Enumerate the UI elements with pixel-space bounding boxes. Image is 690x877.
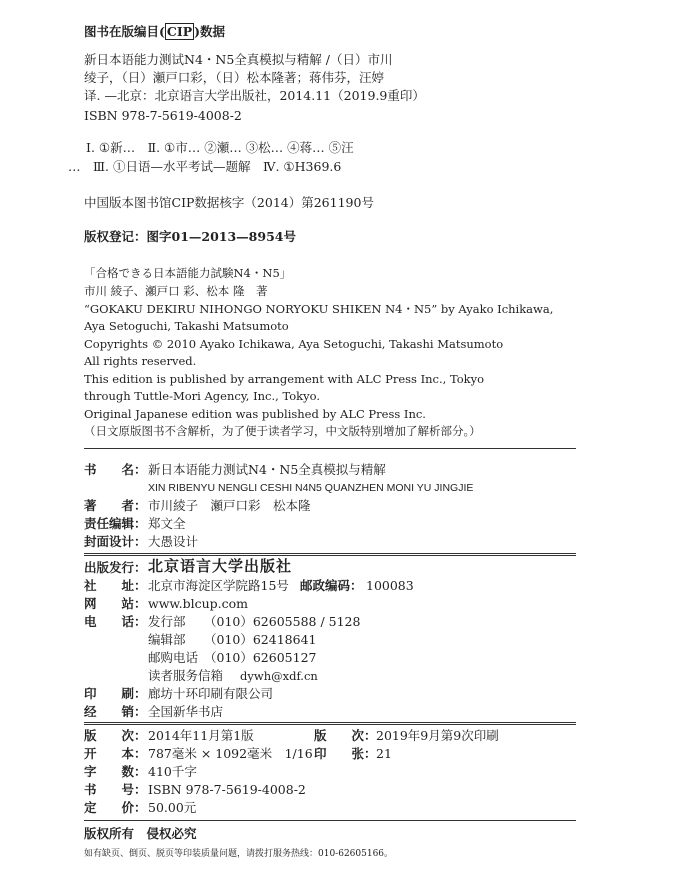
book-title-label: 书 名： xyxy=(84,462,147,477)
cip-line-3: 译. —北京：北京语言大学出版社，2014.11（2019.9重印） xyxy=(84,88,425,103)
word-count: 410千字 xyxy=(148,764,197,779)
quality-notice: 如有缺页、倒页、脱页等印装质量问题，请拨打服务热线：010-62605166。 xyxy=(84,849,394,859)
original-agency: through Tuttle-Mori Agency, Inc., Tokyo. xyxy=(84,389,320,403)
cover-design: 大愚设计 xyxy=(148,534,199,549)
cip-isbn: ISBN 978-7-5619-4008-2 xyxy=(84,108,242,123)
original-publisher: Original Japanese edition was published by ALC Press Inc. xyxy=(84,407,426,421)
phone-label: 电 话： xyxy=(84,614,147,629)
phone-dept: 编辑部 xyxy=(148,632,186,647)
impression-label: 版 次： xyxy=(314,728,377,743)
printer: 廊坊十环印刷有限公司 xyxy=(148,686,274,701)
divider xyxy=(84,553,576,556)
phone-number: （010）62605127 xyxy=(204,650,317,665)
printer-label: 印 刷： xyxy=(84,686,147,701)
publisher-label: 出版发行： xyxy=(84,560,147,575)
postcode: 100083 xyxy=(366,578,414,593)
sheets: 21 xyxy=(376,746,392,761)
address-label: 社 址： xyxy=(84,578,147,593)
distributor-label: 经 销： xyxy=(84,704,147,719)
website-label: 网 站： xyxy=(84,596,147,611)
reader-service-email: dywh@xdf.cn xyxy=(240,669,318,683)
price-label: 定 价： xyxy=(84,800,147,815)
publisher-logo-text: 北京语言大学出版社 xyxy=(148,557,293,575)
original-title-en: “GOKAKU DEKIRU NIHONGO NORYOKU SHIKEN N4・N5” by Ayako Ichikawa, xyxy=(84,302,554,316)
cip-classification-1: Ⅰ. ①新… Ⅱ. ①市… ②瀬… ③松… ④蒋… ⑤汪 xyxy=(86,140,354,155)
original-note: （日文原版图书不含解析，为了便于读者学习，中文版特别增加了解析部分。） xyxy=(84,424,481,438)
original-rights: All rights reserved. xyxy=(84,354,197,368)
format-label: 开 本： xyxy=(84,746,147,761)
cip-line-2: 绫子，（日）瀬戸口彩，（日）松本隆著；蒋伟芬，汪婷 xyxy=(84,70,385,85)
edition-label: 版 次： xyxy=(84,728,147,743)
book-title-pinyin: XIN RIBENYU NENGLI CESHI N4N5 QUANZHEN MONI YU JINGJIE xyxy=(148,482,474,494)
cover-design-label: 封面设计： xyxy=(84,534,147,549)
phone-number: （010）62418641 xyxy=(204,632,317,647)
distributor: 全国新华书店 xyxy=(148,704,224,719)
original-copyright: Copyrights © 2010 Ayako Ichikawa, Aya Setoguchi, Takashi Matsumoto xyxy=(84,337,504,351)
website: www.blcup.com xyxy=(148,596,248,611)
original-title-ja: 「合格できる日本語能力試験N4・N5」 xyxy=(84,266,292,280)
divider xyxy=(84,722,576,725)
format: 787毫米 × 1092毫米 1/16 xyxy=(148,746,313,761)
book-title: 新日本语能力测试N4・N5全真模拟与精解 xyxy=(148,462,386,477)
cip-box: CIP xyxy=(166,24,193,39)
phone-dept: 邮购电话 xyxy=(148,650,199,665)
word-count-label: 字 数： xyxy=(84,764,147,779)
editor-label: 责任编辑： xyxy=(84,516,147,531)
sheets-label: 印 张： xyxy=(314,746,377,761)
postcode-label: 邮政编码： xyxy=(300,578,363,593)
cip-classification-2: … Ⅲ. ①日语—水平考试—题解 Ⅳ. ①H369.6 xyxy=(68,159,342,174)
copyright-registration: 版权登记：图字01—2013—8954号 xyxy=(84,229,296,244)
divider xyxy=(84,448,576,449)
cip-heading: 图书在版编目( CIP )数据 xyxy=(84,24,226,39)
phone-dept: 发行部 xyxy=(148,614,186,629)
authors: 市川綾子 瀬戸口彩 松本隆 xyxy=(148,498,311,513)
original-arrangement: This edition is published by arrangement with ALC Press Inc., Tokyo xyxy=(84,372,485,386)
divider xyxy=(84,820,576,821)
isbn: ISBN 978-7-5619-4008-2 xyxy=(148,782,306,797)
authors-label: 著 者： xyxy=(84,498,147,513)
original-authors-en: Aya Setoguchi, Takashi Matsumoto xyxy=(84,319,289,333)
isbn-label: 书 号： xyxy=(84,782,147,797)
editor: 郑文全 xyxy=(148,516,186,531)
reader-service-label: 读者服务信箱 xyxy=(148,668,224,683)
original-authors-ja: 市川 綾子、瀬戸口 彩、松本 隆 著 xyxy=(84,284,268,298)
price: 50.00元 xyxy=(148,800,197,815)
cip-line-1: 新日本语能力测试N4・N5全真模拟与精解 /（日）市川 xyxy=(84,52,393,67)
address: 北京市海淀区学院路15号 xyxy=(148,578,289,593)
phone-number: （010）62605588 / 5128 xyxy=(204,614,361,629)
impression: 2019年9月第9次印刷 xyxy=(376,728,499,743)
edition: 2014年11月第1版 xyxy=(148,728,254,743)
rights-reserved: 版权所有 侵权必究 xyxy=(84,826,197,841)
cip-verify: 中国版本图书馆CIP数据核字（2014）第261190号 xyxy=(84,195,374,210)
